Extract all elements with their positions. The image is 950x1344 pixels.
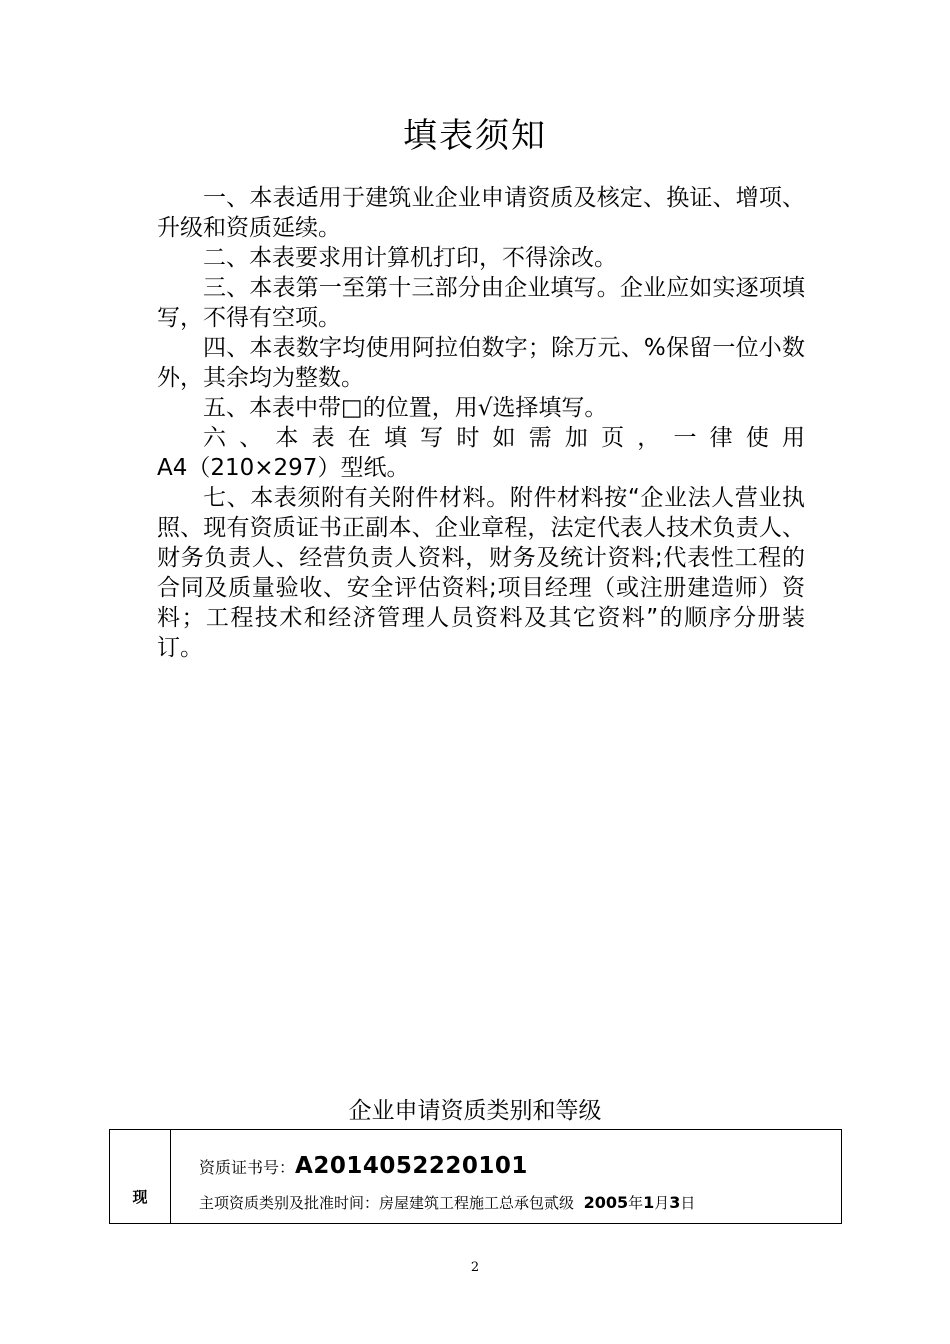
month-unit: 月 — [654, 1194, 670, 1212]
cert-label: 资质证书号： — [199, 1158, 296, 1177]
year-unit: 年 — [628, 1194, 644, 1212]
instruction-item-3: 三、本表第一至第十三部分由企业填写。企业应如实逐项填写，不得有空项。 — [157, 275, 805, 331]
row-label: 现 — [132, 1188, 148, 1206]
cert-number: A2014052220101 — [295, 1153, 528, 1179]
instructions-list — [157, 183, 805, 663]
day-unit: 日 — [680, 1194, 696, 1212]
qualification-table — [109, 1129, 842, 1224]
approval-label: 主项资质类别及批准时间： — [199, 1194, 380, 1212]
approval-category: 房屋建筑工程施工总承包贰级 — [379, 1194, 575, 1212]
approval-month: 1 — [643, 1193, 655, 1212]
instruction-item-7: 七、本表须附有关附件材料。附件材料按“企业法人营业执照、现有资质证书正副本、企业章程，法定代表人技术负责人、财务负责人、经营负责人资料，财务及统计资料;代表性工程的合同及质量验收、安全评估资料;项目经理（或注册建造师）资料；工程技术和经济管理人员资料及其它资料”的顺序分册装订。 — [157, 485, 805, 661]
cert-line — [199, 1152, 841, 1182]
instruction-item-6-line-1: 六、本表在填写时如需加页，一律使用 — [203, 425, 805, 451]
page-title: 填表须知 — [403, 116, 547, 156]
approval-line — [199, 1192, 841, 1214]
instruction-item-5: 五、本表中带□的位置，用√选择填写。 — [203, 395, 608, 421]
instruction-item-4: 四、本表数字均使用阿拉伯数字；除万元、%保留一位小数外，其余均为整数。 — [157, 335, 805, 391]
approval-year: 2005 — [583, 1193, 629, 1212]
row-label-cell — [110, 1130, 171, 1224]
page-number: 2 — [470, 1260, 480, 1275]
approval-day: 3 — [669, 1193, 681, 1212]
instruction-item-2: 二、本表要求用计算机打印，不得涂改。 — [203, 245, 617, 271]
instruction-item-6 — [157, 423, 805, 483]
table-row — [110, 1130, 842, 1224]
qualification-detail-cell — [171, 1130, 842, 1224]
instruction-item-6-line-2: A4（210×297）型纸。 — [157, 455, 410, 481]
instruction-item-1: 一、本表适用于建筑业企业申请资质及核定、换证、增项、升级和资质延续。 — [157, 185, 805, 241]
qualification-section-title: 企业申请资质类别和等级 — [348, 1098, 602, 1124]
